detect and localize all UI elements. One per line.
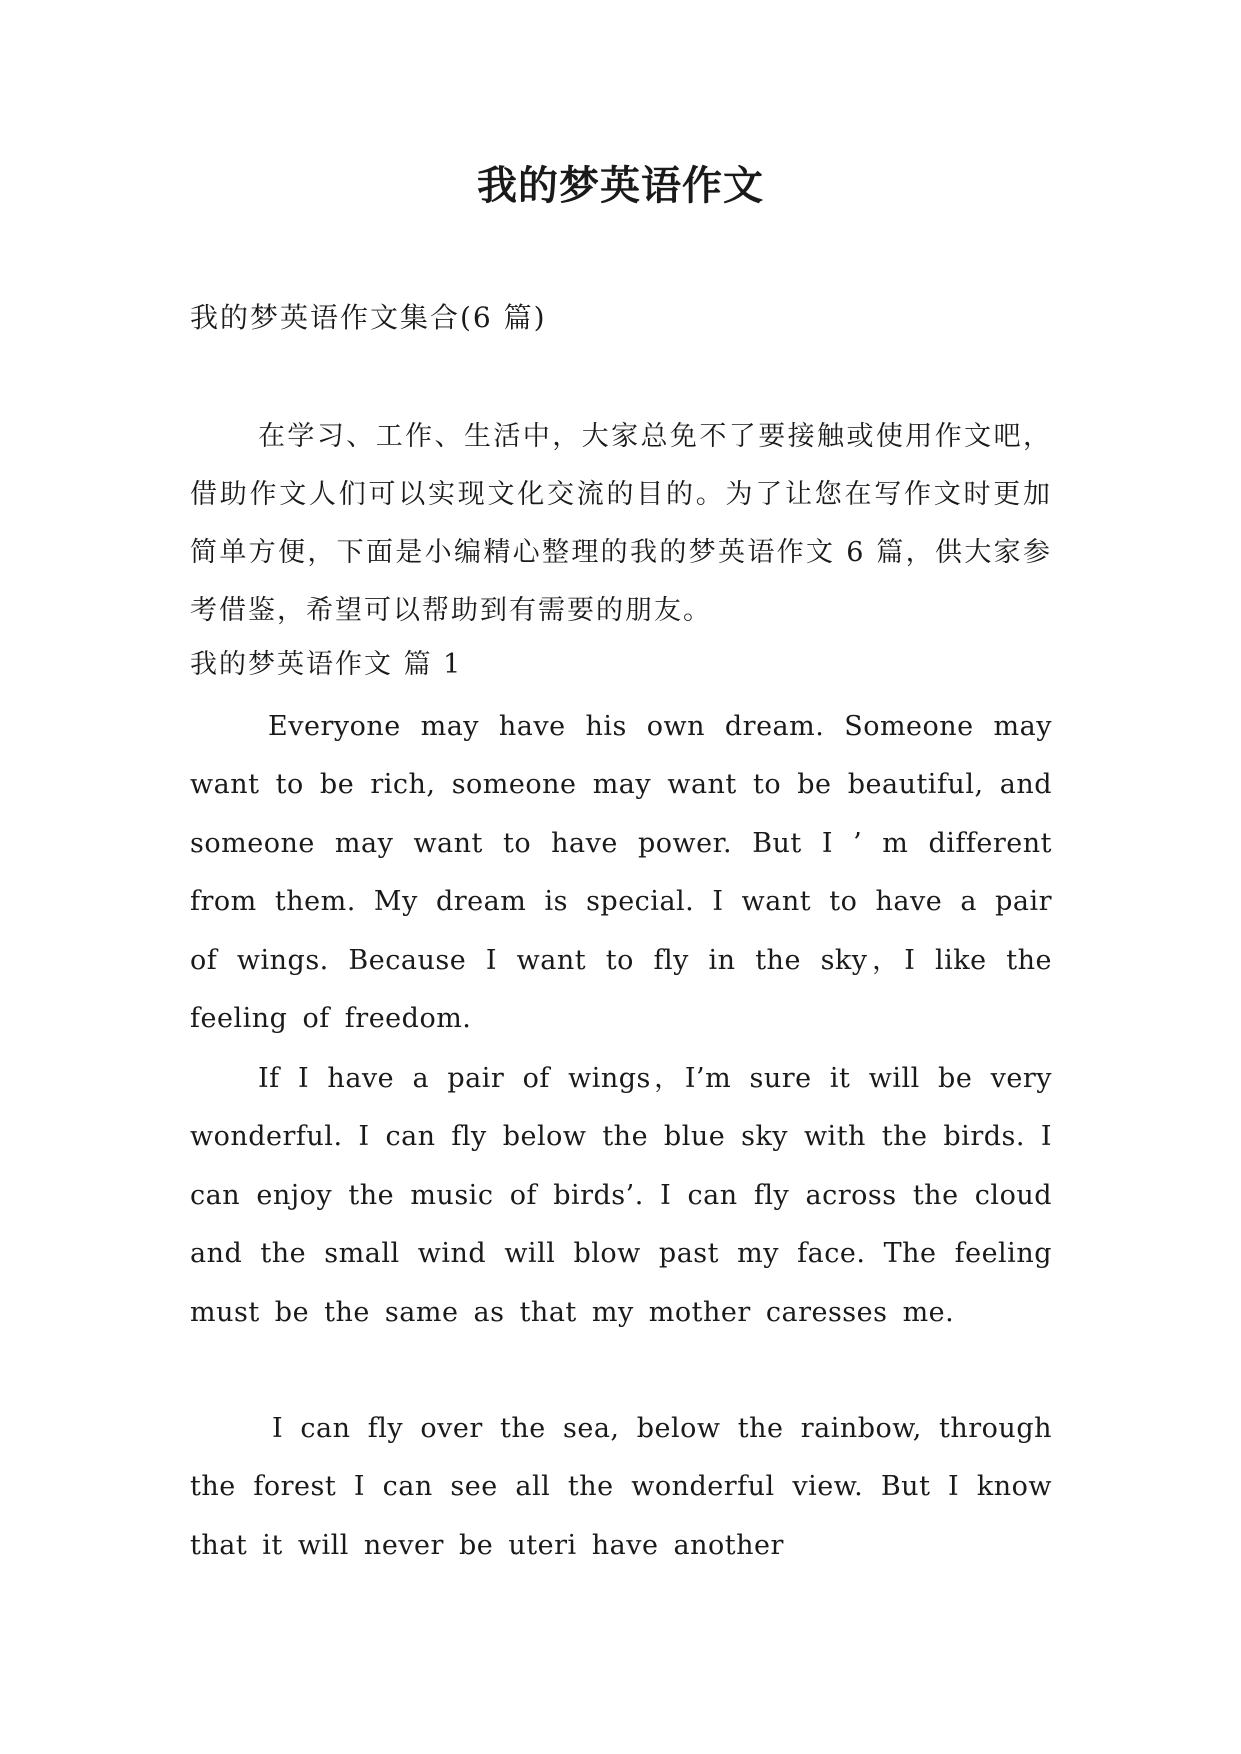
document-subtitle: 我的梦英语作文集合(6 篇) (190, 301, 547, 334)
body-paragraph: I can fly over the sea, below the rainbow, through the forest I can see all the wonderful view. But I know that it will never be uteri have another (190, 1413, 1052, 1561)
intro-paragraph: 在学习、工作、生活中，大家总免不了要接触或使用作文吧，借助作文人们可以实现文化交流的目的。为了让您在写作文时更加简单方便，下面是小编精心整理的我的梦英语作文 6 篇，供大家参考借鉴，希望可以帮助到有需要的朋友。 (190, 421, 1052, 626)
body-paragraph: If I have a pair of wings，I’m sure it will be very wonderful. I can fly below the blue sky with the birds. I can enjoy the music of birds’. I can fly across the cloud and the small wind will blow past my face. The feeling must be the same as that my mother caresses me. (190, 1063, 1052, 1328)
document-title: 我的梦英语作文 (477, 162, 764, 209)
section-heading: 我的梦英语作文 篇 1 (190, 649, 463, 680)
body-paragraph: Everyone may have his own dream. Someone may want to be rich, someone may want to be beautiful, and someone may want to have power. But I ’ m different from them. My dream is special. I want to have a pair of wings. Because I want to fly in the sky，I like the feeling of freedom. (190, 711, 1052, 1035)
